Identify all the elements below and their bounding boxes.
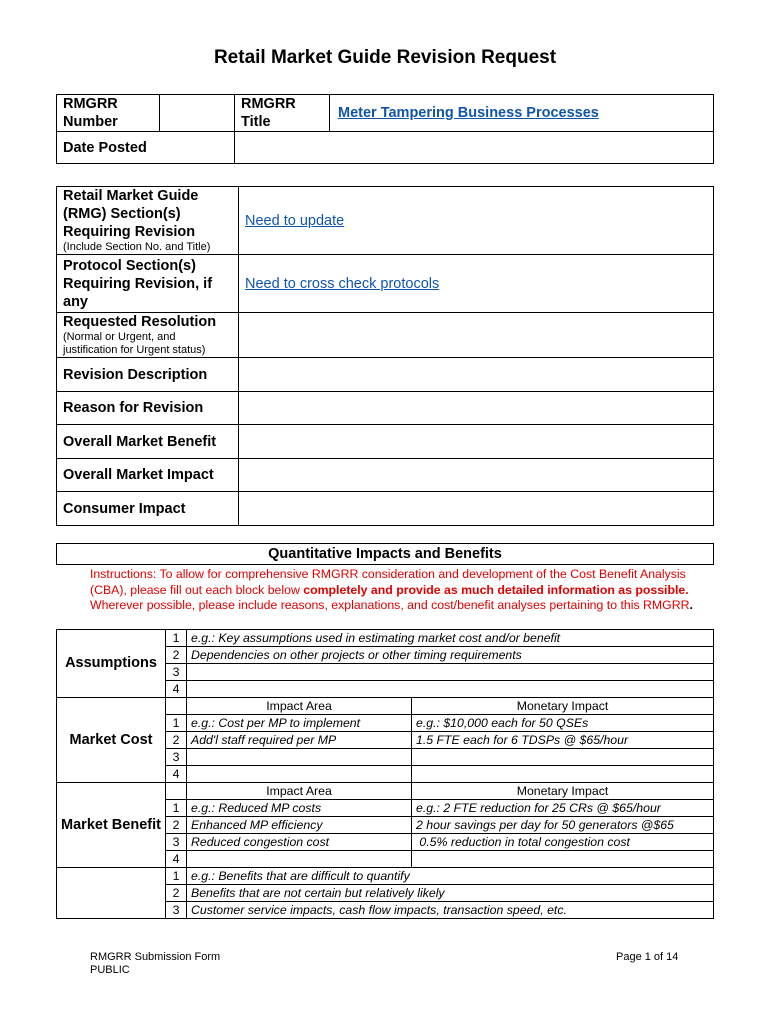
row-number: 3 (166, 902, 187, 919)
cost-money[interactable] (412, 749, 714, 766)
market-benefit-field[interactable] (239, 425, 714, 459)
requested-resolution-cell (57, 313, 239, 358)
consumer-impact-field[interactable] (239, 492, 714, 526)
header-table (56, 94, 714, 164)
requested-resolution-note: (Normal or Urgent, and justification for Urgent status) (63, 330, 206, 356)
page-title: Retail Market Guide Revision Request (213, 47, 557, 68)
market-impact-field[interactable] (239, 459, 714, 492)
footer-left (90, 951, 220, 977)
rmg-section-note: (Include Section No. and Title) (63, 241, 211, 253)
consumer-impact-label: Consumer Impact (57, 492, 239, 526)
rmg-section-label: Retail Market Guide (RMG) Section(s) Requiring Revision (63, 188, 199, 240)
impact-area-header: Impact Area (187, 698, 412, 715)
benefit-area[interactable]: e.g.: Reduced MP costs (187, 800, 412, 817)
row-number: 1 (166, 800, 187, 817)
row-number (166, 783, 187, 800)
row-number: 3 (166, 834, 187, 851)
row-number: 2 (166, 647, 187, 664)
row-number (166, 698, 187, 715)
benefit-area[interactable]: Enhanced MP efficiency (187, 817, 412, 834)
rmg-section-cell (57, 187, 239, 255)
monetary-impact-header: Monetary Impact (412, 783, 714, 800)
footer-classification: PUBLIC (90, 964, 130, 976)
row-number: 2 (166, 885, 187, 902)
rmgrr-number-label: RMGRR Number (57, 95, 160, 132)
footer-form-name: RMGRR Submission Form (90, 951, 221, 963)
cost-money[interactable]: 1.5 FTE each for 6 TDSPs @ $65/hour (412, 732, 714, 749)
assumption-item[interactable] (187, 681, 714, 698)
protocol-section-link[interactable]: Need to cross check protocols (239, 255, 714, 313)
market-impact-label: Overall Market Impact (57, 459, 239, 492)
rmg-section-link[interactable]: Need to update (239, 187, 714, 255)
requested-resolution-field[interactable] (239, 313, 714, 358)
row-number: 3 (166, 664, 187, 681)
cost-area[interactable]: Add'l staff required per MP (187, 732, 412, 749)
row-number: 4 (166, 851, 187, 868)
benefit-money[interactable]: 0.5% reduction in total congestion cost (412, 834, 714, 851)
rmgrr-title-label: RMGRR Title (235, 95, 330, 132)
cost-area[interactable] (187, 749, 412, 766)
market-cost-label: Market Cost (57, 698, 166, 783)
row-number: 1 (166, 630, 187, 647)
row-number: 2 (166, 732, 187, 749)
assumptions-label: Assumptions (57, 630, 166, 698)
benefit-area[interactable] (187, 851, 412, 868)
rmgrr-number-field[interactable] (160, 95, 235, 132)
benefit-area[interactable]: Reduced congestion cost (187, 834, 412, 851)
cost-area[interactable] (187, 766, 412, 783)
protocol-section-label: Protocol Section(s) Requiring Revision, if any (57, 255, 239, 313)
other-item[interactable]: Customer service impacts, cash flow impacts, transaction speed, etc. (187, 902, 714, 919)
row-number: 4 (166, 766, 187, 783)
cost-money[interactable]: e.g.: $10,000 each for 50 QSEs (412, 715, 714, 732)
cost-area[interactable]: e.g.: Cost per MP to implement (187, 715, 412, 732)
requested-resolution-label: Requested Resolution (63, 313, 217, 330)
other-category (57, 868, 166, 919)
reason-label: Reason for Revision (57, 392, 239, 425)
footer-page-number: Page 1 of 14 (616, 951, 679, 963)
assumption-item[interactable]: Dependencies on other projects or other timing requirements (187, 647, 714, 664)
details-table (56, 186, 714, 526)
benefit-money[interactable]: e.g.: 2 FTE reduction for 25 CRs @ $65/hour (412, 800, 714, 817)
row-number: 2 (166, 817, 187, 834)
instructions (90, 567, 700, 614)
market-benefit-category: Market Benefit (57, 783, 166, 868)
rmgrr-title-link[interactable]: Meter Tampering Business Processes (330, 95, 714, 132)
other-item[interactable]: Benefits that are not certain but relatively likely (187, 885, 714, 902)
row-number: 1 (166, 715, 187, 732)
date-posted-field[interactable] (235, 132, 714, 164)
revision-description-label: Revision Description (57, 358, 239, 392)
assumption-item[interactable]: e.g.: Key assumptions used in estimating market cost and/or benefit (187, 630, 714, 647)
row-number: 1 (166, 868, 187, 885)
monetary-impact-header: Monetary Impact (412, 698, 714, 715)
instructions-text-1: Instructions: To allow for comprehensive RMGRR consideration and development of the Cost Benefit Analysis (CBA), please fill out each block below (90, 567, 686, 597)
cost-money[interactable] (412, 766, 714, 783)
revision-description-field[interactable] (239, 358, 714, 392)
row-number: 4 (166, 681, 187, 698)
instructions-bold: completely and provide as much detailed information as possible. (303, 582, 689, 597)
reason-field[interactable] (239, 392, 714, 425)
row-number: 3 (166, 749, 187, 766)
benefit-money[interactable]: 2 hour savings per day for 50 generators @$65 (412, 817, 714, 834)
impact-area-header: Impact Area (187, 783, 412, 800)
quantitative-table (56, 629, 714, 919)
quantitative-heading: Quantitative Impacts and Benefits (56, 543, 714, 565)
other-item[interactable]: e.g.: Benefits that are difficult to quantify (187, 868, 714, 885)
instructions-period: . (689, 598, 693, 612)
assumption-item[interactable] (187, 664, 714, 681)
instructions-text-2: Wherever possible, please include reasons, explanations, and cost/benefit analyses pertaining to this RMGRR (90, 598, 690, 612)
date-posted-label: Date Posted (57, 132, 235, 164)
benefit-money[interactable] (412, 851, 714, 868)
market-benefit-label: Overall Market Benefit (57, 425, 239, 459)
